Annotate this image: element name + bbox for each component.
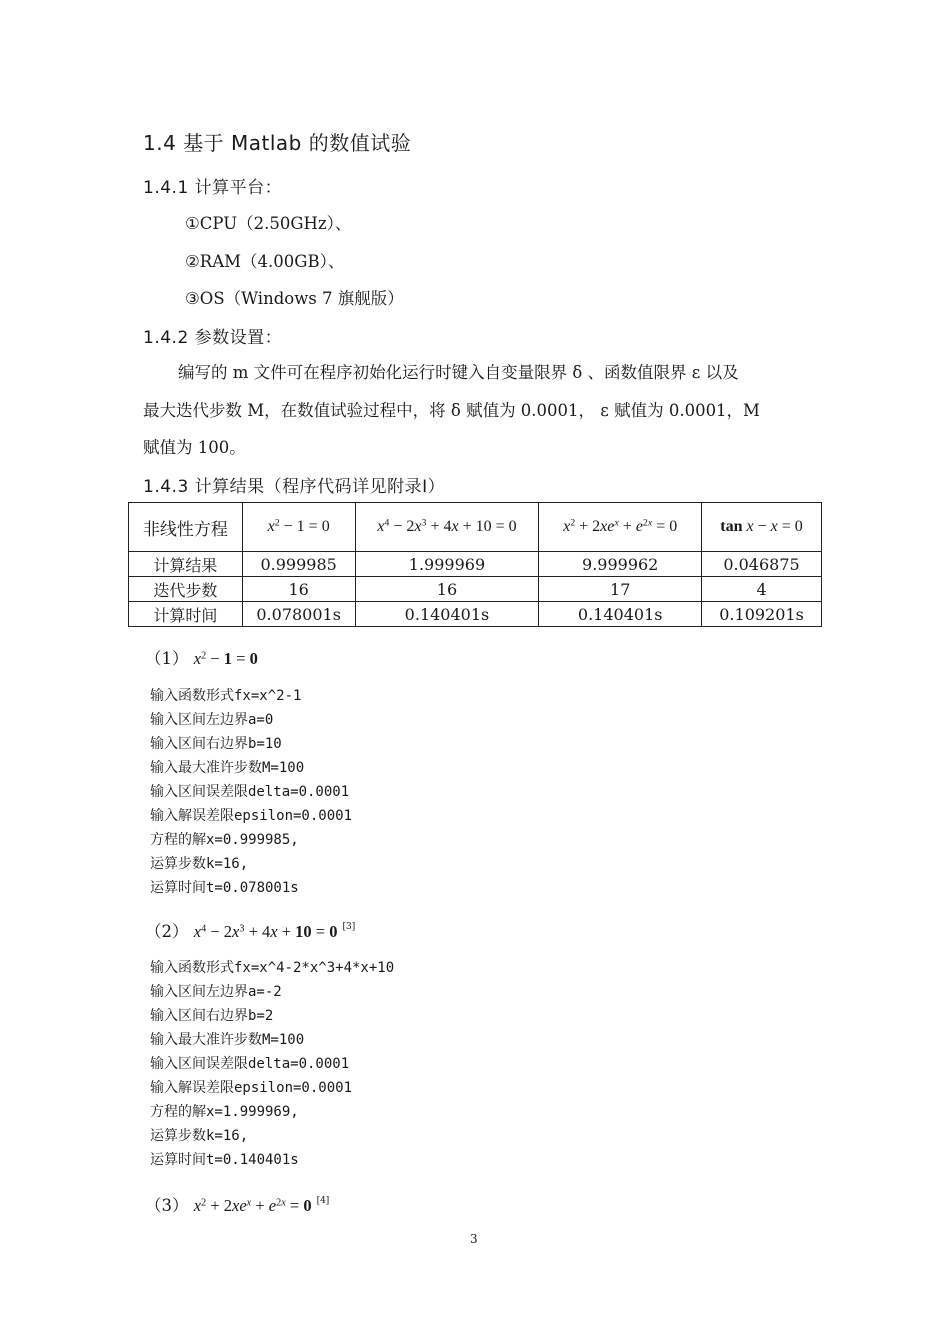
results-table	[128, 502, 822, 627]
table-cell: 0.109201s	[702, 602, 822, 627]
output-line: 输入解误差限epsilon=0.0001	[150, 1080, 353, 1096]
table-cell: 4	[702, 577, 822, 602]
subsection-title-results: 1.4.3 计算结果（程序代码详见附录Ⅰ）	[143, 477, 446, 497]
case-2-heading	[145, 918, 355, 942]
case-2-output	[150, 956, 394, 1172]
output-line: 输入区间右边界b=10	[150, 736, 282, 752]
output-line: 运算时间t=0.140401s	[150, 1152, 299, 1168]
output-line: 方程的解x=0.999985,	[150, 832, 299, 848]
table-header-row	[129, 503, 822, 552]
table-cell: 0.140401s	[355, 602, 539, 627]
row-label: 计算结果	[129, 552, 243, 577]
equation-3: $x^2 + 2xe^x + e^{2x} = 0$	[539, 503, 702, 552]
table-row	[129, 577, 822, 602]
output-line: 输入函数形式fx=x^4-2*x^3+4*x+10	[150, 960, 395, 976]
page-number: 3	[470, 1232, 478, 1246]
case-3-heading	[145, 1192, 329, 1216]
output-line: 运算步数k=16,	[150, 856, 249, 872]
output-line: 输入区间左边界a=-2	[150, 984, 282, 1000]
case-1-equation: $x^2 - 1 = 0$	[193, 649, 258, 668]
equation-4: tan x − x = 0	[702, 503, 822, 552]
output-line: 输入区间误差限delta=0.0001	[150, 1056, 350, 1072]
table-cell: 17	[539, 577, 702, 602]
subsection-title-params: 1.4.2 参数设置：	[143, 328, 283, 348]
table-cell: 16	[242, 577, 355, 602]
equation-2: $x^4 - 2x^3 + 4x + 10 = 0$	[355, 503, 539, 552]
output-line: 输入最大准许步数M=100	[150, 1032, 305, 1048]
case-3-reference: [4]	[316, 1195, 330, 1206]
table-row	[129, 552, 822, 577]
platform-item-cpu: ①CPU（2.50GHz）、	[185, 214, 352, 233]
row-label: 计算时间	[129, 602, 243, 627]
case-2-equation: $x^4 - 2x^3 + 4x + 10 = 0$	[193, 922, 338, 941]
table-header-label: 非线性方程	[129, 503, 243, 552]
subsection-title-platform: 1.4.1 计算平台：	[143, 178, 283, 198]
equation-1: $x^2 - 1 = 0$	[242, 503, 355, 552]
row-label: 迭代步数	[129, 577, 243, 602]
section-title: 1.4 基于 Matlab 的数值试验	[143, 131, 412, 155]
table-row	[129, 602, 822, 627]
output-line: 输入最大准许步数M=100	[150, 760, 305, 776]
case-1-label: （1）	[145, 649, 189, 668]
platform-item-ram: ②RAM（4.00GB）、	[185, 252, 345, 271]
output-line: 输入区间左边界a=0	[150, 712, 274, 728]
case-2-label: （2）	[145, 922, 189, 941]
table-cell: 16	[355, 577, 539, 602]
output-line: 输入区间右边界b=2	[150, 1008, 274, 1024]
case-3-equation: $x^2 + 2xe^x + e^{2x} = 0$	[193, 1196, 312, 1215]
table-cell: 1.999969	[355, 552, 539, 577]
output-line: 输入函数形式fx=x^2-1	[150, 688, 302, 704]
case-1-output	[150, 684, 352, 900]
output-line: 运算时间t=0.078001s	[150, 880, 299, 896]
output-line: 输入区间误差限delta=0.0001	[150, 784, 350, 800]
output-line: 方程的解x=1.999969,	[150, 1104, 299, 1120]
params-paragraph-line-3: 赋值为 100。	[143, 438, 246, 457]
case-2-reference: [3]	[342, 921, 356, 932]
table-cell: 0.999985	[242, 552, 355, 577]
table-cell: 0.046875	[702, 552, 822, 577]
table-cell: 9.999962	[539, 552, 702, 577]
platform-item-os: ③OS（Windows 7 旗舰版）	[185, 289, 404, 308]
params-paragraph-line-1: 编写的 m 文件可在程序初始化运行时键入自变量限界 δ 、函数值限界 ε 以及	[178, 363, 739, 382]
params-paragraph-line-2: 最大迭代步数 M，在数值试验过程中，将 δ 赋值为 0.0001， ε 赋值为 0.0001，M	[143, 401, 760, 420]
table-cell: 0.078001s	[242, 602, 355, 627]
output-line: 输入解误差限epsilon=0.0001	[150, 808, 353, 824]
table-cell: 0.140401s	[539, 602, 702, 627]
case-1-heading	[145, 645, 258, 669]
output-line: 运算步数k=16,	[150, 1128, 249, 1144]
case-3-label: （3）	[145, 1196, 189, 1215]
